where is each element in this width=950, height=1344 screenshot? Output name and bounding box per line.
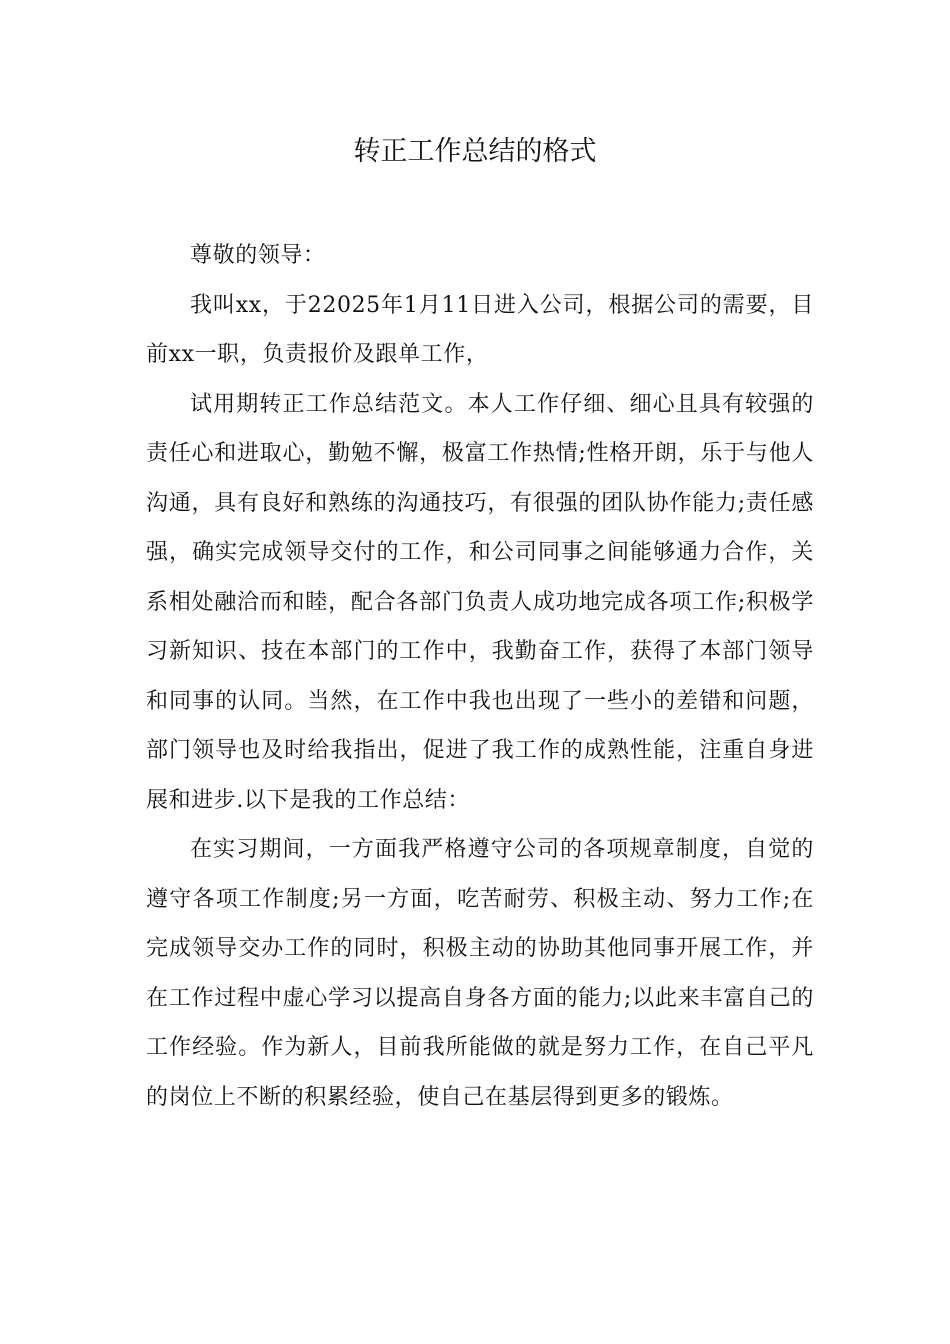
self-assessment-paragraph: 试用期转正工作总结范文。本人工作仔细、细心且具有较强的责任心和进取心，勤勉不懈，极富工作热情;性格开朗，乐于与他人沟通，具有良好和熟练的沟通技巧，有很强的团队协作能力;责任感强，确实完成领导交付的工作，和公司同事之间能够通力合作，关系相处融洽而和睦，配合各部门负责人成功地完成各项工作;积极学习新知识、技在本部门的工作中，我勤奋工作，获得了本部门领导和同事的认同。当然，在工作中我也出现了一些小的差错和问题，部门领导也及时给我指出，促进了我工作的成熟性能，注重自身进展和进步.以下是我的工作总结：	[146, 391, 814, 813]
internship-paragraph: 在实习期间，一方面我严格遵守公司的各项规章制度，自觉的遵守各项工作制度;另一方面，吃苦耐劳、积极主动、努力工作;在完成领导交办工作的同时，积极主动的协助其他同事开展工作，并在工作过程中虚心学习以提高自身各方面的能力;以此来丰富自己的工作经验。作为新人，目前我所能做的就是努力工作，在自己平凡的岗位上不断的积累经验，使自己在基层得到更多的锻炼。	[146, 837, 814, 1110]
document-body	[146, 231, 814, 1122]
intro-paragraph: 我叫xx，于22025年1月11日进入公司，根据公司的需要，目前xx一职，负责报价及跟单工作，	[146, 292, 814, 367]
salutation-paragraph: 尊敬的领导：	[190, 243, 326, 268]
document-title: 转正工作总结的格式	[353, 136, 597, 167]
